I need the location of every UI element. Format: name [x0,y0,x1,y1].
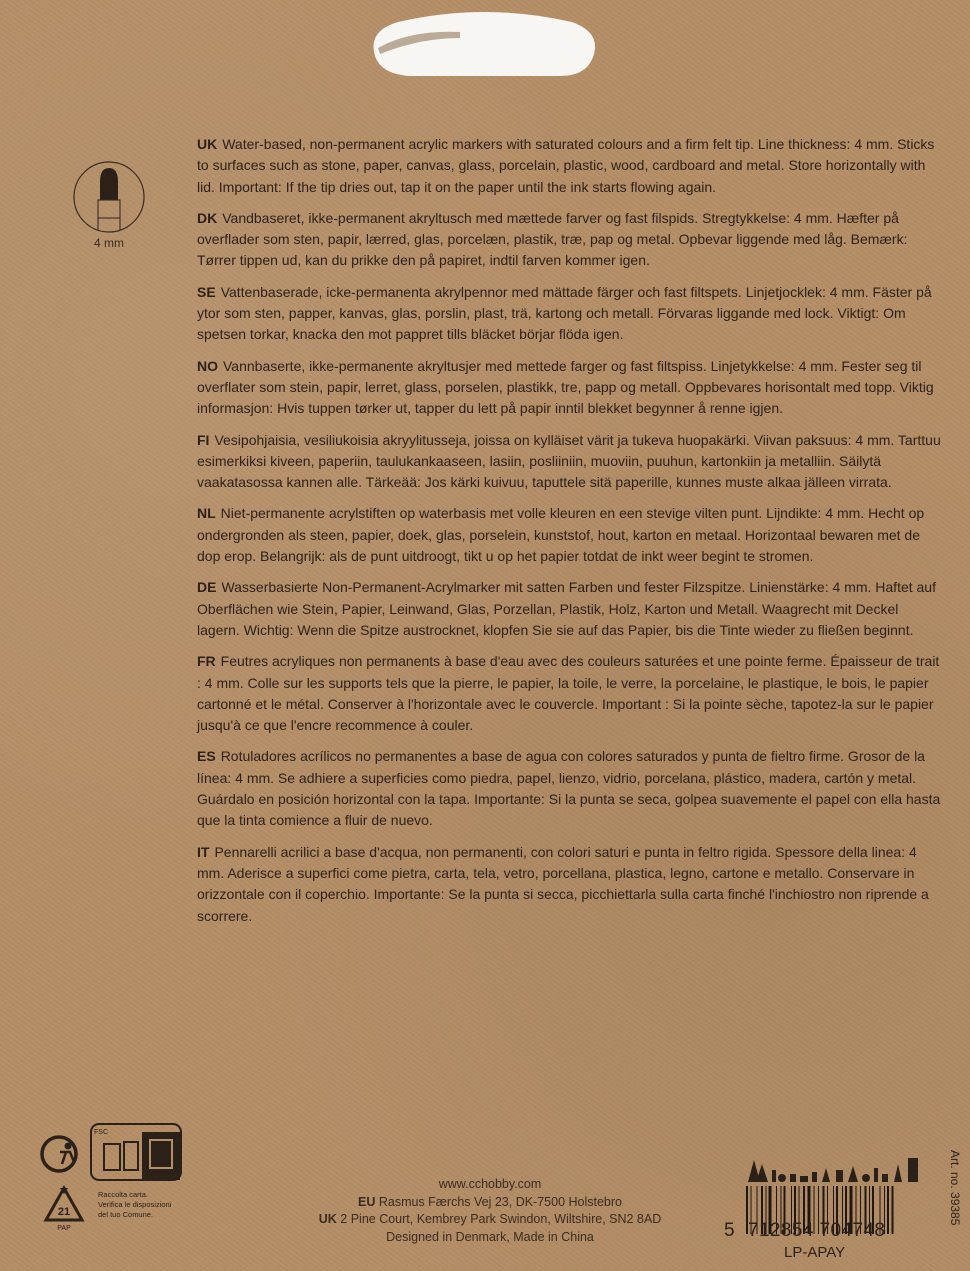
paragraph-text: Vattenbaserade, icke-permanenta akrylpennor med mättade färger och fast filtspets. Linjetjocklek: 4 mm. Fäster på ytor som sten, papper, kanvas, glas, porslin, plast, trä, kartong och metall. Förvaras liggande med lock. Viktigt: Om spetsen torkar, knacka den mot pappret tills bläcket börjar flöda igen. [197,283,932,343]
paragraph-es [197,746,942,831]
paragraph-text: Feutres acryliques non permanents à base d'eau avec des couleurs saturées et une pointe ferme. Épaisseur de trait : 4 mm. Colle sur les supports tels que la pierre, le papier, la toile, le verre, la porcelaine, le plastique, le bois, le papier cartonné et le métal. Conserver à l'horizontale avec le couvercle. Important : Si la pointe sèche, tapotez-la sur le papier jusqu'à ce que l'encre recommence à couler. [197,653,940,734]
paragraph-text: Pennarelli acrilici a base d'acqua, non permanenti, con colori saturi e punta in feltro rigida. Spessore della linea: 4 mm. Aderisce a superfici come pietra, carta, tela, vetro, porcellana, plastica, legno, cartone e metallo. Conservare in orizzontale con il coperchio. Importante: Se la punta si secca, picchiettarla sulla carta finché l'inchiostro non riprende a scorrere. [197,843,929,924]
barcode-first-digit: 5 [724,1220,735,1241]
paragraph-nl [197,503,942,567]
paragraph-text: Vesipohjaisia, vesiliukoisia akryylitusseja, joissa on kylläiset värit ja tukeva huopakärki. Viivan paksuus: 4 mm. Tarttuu esimerkiksi kiveen, paperiin, taulukankaaseen, lasiin, posliiniin, muoviin, puuhun, kartonkiin ja metalliin. Säilytä vaakatasossa kannen alle. Tärkeää: Jos kärki kuivuu, taputtele sitä paperille, kunnes muste alkaa jälleen virrata. [197,431,941,491]
recycling-note-line: del tuo Comune. [98,1210,154,1219]
recycling-note-line: Raccolta carta. [98,1190,149,1199]
barcode [724,1150,934,1265]
recycle-material: PAP [57,1225,71,1232]
paragraph-se [197,282,942,346]
marker-tip-icon [72,160,146,234]
multilingual-description [197,134,942,937]
tidyman-icon [38,1132,84,1176]
product-silhouettes-icon [746,1154,936,1184]
paragraph-uk [197,134,942,198]
barcode-bar [887,1186,889,1234]
paragraph-text: Vandbaseret, ikke-permanent akryltusch med mættede farver og fast filspids. Stregtykkelse: 4 mm. Hæfter på overflader som sten, papir, lærred, glas, porcelæn, plastik, træ, pap og metal. Opbevar liggende med låg. Bemærk: Tørrer tippen ud, kan du prikke den på papiret, indtil farven kommer igen. [197,209,908,269]
paragraph-text: Water-based, non-permanent acrylic markers with saturated colours and a firm felt tip. Line thickness: 4 mm. Sticks to surfaces such as stone, paper, canvas, glass, porcelain, plastic, wood, cardboard and metal. Store horizontally with lid. Important: If the tip dries out, tap it on the paper until the ink starts flowing again. [197,136,935,195]
paragraph-dk [197,208,942,272]
lang-code: UK [197,136,218,152]
uk-address-text: 2 Pine Court, Kembrey Park Swindon, Wiltshire, SN2 8AD [340,1212,662,1226]
recycle-number: 21 [57,1206,71,1218]
barcode-digits: 712854 704748 [748,1220,886,1241]
lang-code: SE [197,283,216,300]
paragraph-text: Niet-permanente acrylstiften op waterbasis met volle kleuren en een stevige vilten punt. Lijndikte: 4 mm. Hecht op ondergronden als steen, papier, doek, glas, porselein, kunststof, hout, karton en metaal. Horizontaal bewaren met de dop erop. Belangrijk: als de punt uitdroogt, tikt u op het papier totdat de inkt weer begint te stromen. [197,505,925,565]
company-info [300,1176,680,1246]
paragraph-no [197,356,942,420]
paragraph-fi [197,430,942,494]
paragraph-text: Vannbaserte, ikke-permanente akryltusjer med mettede farger og fast filtspiss. Linjetykkelse: 4 mm. Fester seg til overflater som stein, papir, lerret, glass, porselen, plastikk, tre, papp og metall. Oppbevares horisontalt med topp. Viktig informasjon: Hvis tuppen tørker ut, tapper du lett på papir inntil blekket begynner å renne igjen. [197,357,934,417]
origin-text: Designed in Denmark, Made in China [386,1229,594,1244]
paragraph-fr [197,651,942,736]
tip-size-label: 4 mm [94,236,124,250]
barcode-bar [892,1186,894,1234]
eu-label: EU [357,1194,376,1209]
lang-code: IT [197,843,210,860]
lang-code: ES [197,748,216,765]
article-number: Art. no. 39385 [948,1150,962,1226]
paragraph-de [197,577,942,641]
website-link[interactable]: www.cchobby.com [438,1177,542,1191]
paragraph-text: Wasserbasierte Non-Permanent-Acrylmarker mit satten Farben und fester Filzspitze. Linienstärke: 4 mm. Haftet auf Oberflächen wie Stein, Papier, Leinwand, Glas, Porzellan, Plastik, Holz, Karton und Metall. Waagrecht mit Deckel lagern. Wichtig: Wenn die Spitze austrocknet, klopfen Sie sie auf das Papier, bis die Tinte wieder zu fließen beginnt. [197,579,936,638]
paragraph-it [197,842,942,927]
eu-address-text: Rasmus Færchs Vej 23, DK-7500 Holstebro [378,1194,623,1209]
lang-code: DK [197,209,218,226]
paragraph-text: Rotuladores acrílicos no permanentes a base de agua con colores saturados y punta de fieltro firme. Grosor de la línea: 4 mm. Se adhiere a superficies como piedra, papel, lienzo, vidrio, porcelana, plástico, madera, cartón y metal. Guárdalo en posición horizontal con la tapa. Importante: Si la punta se seca, golpea suavemente el papel con ella hasta que la tinta comience a fluir de nuevo. [197,748,941,829]
lang-code: FR [197,653,216,670]
recycle-triangle-icon [40,1184,88,1232]
recycling-note [98,1190,188,1220]
lang-code: NO [197,357,218,374]
lang-code: NL [197,505,216,522]
hang-hole [370,8,600,80]
eu-address [300,1194,680,1212]
recycling-note-line: Verifica le disposizioni [98,1200,172,1209]
recycling-symbols [38,1122,188,1242]
paper-bin-icon [90,1122,182,1182]
product-code: LP-APAY [784,1244,846,1261]
uk-address [300,1211,680,1229]
lang-code: FI [197,431,210,448]
lang-code: DE [197,579,217,596]
fsc-label: FSC [94,1129,108,1136]
uk-label: UK [318,1212,337,1226]
